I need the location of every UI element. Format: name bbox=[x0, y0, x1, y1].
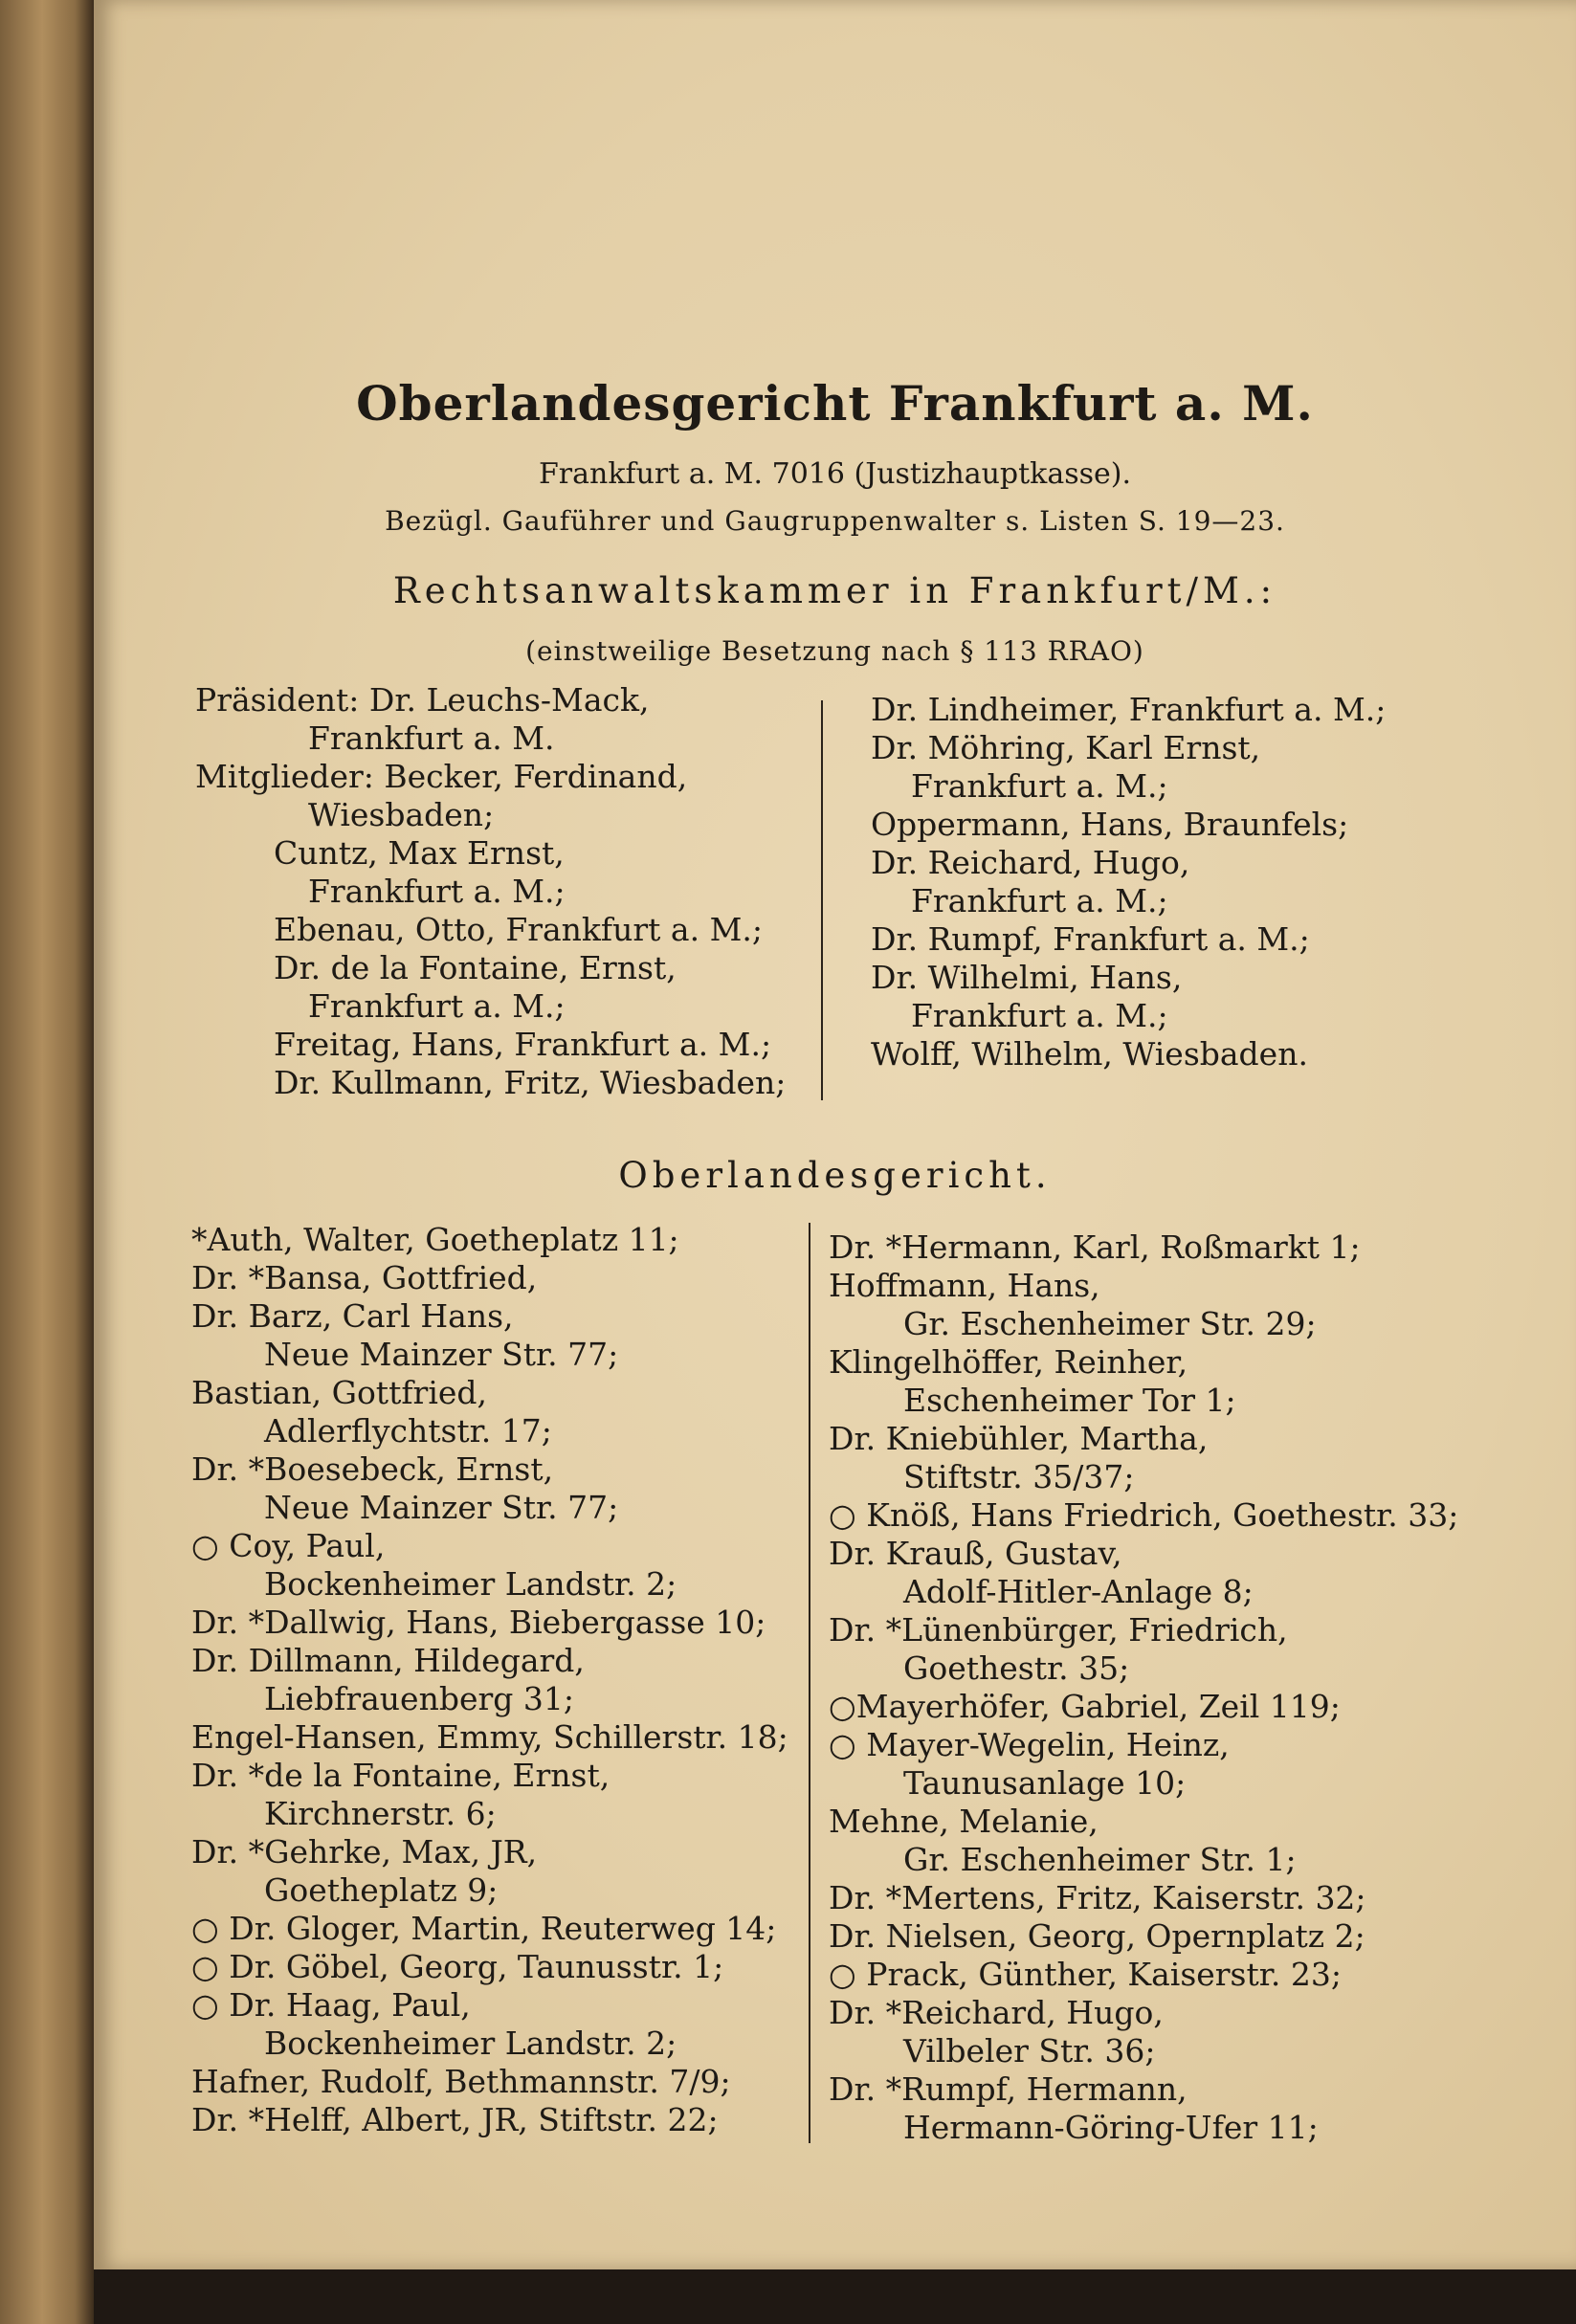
kammer-right-line: Frankfurt a. M.; bbox=[911, 997, 1168, 1034]
olg-right-line: Gr. Eschenheimer Str. 29; bbox=[903, 1305, 1317, 1342]
olg-right-line: Dr. *Lünenbürger, Friedrich, bbox=[829, 1611, 1288, 1649]
kammer-right-line: Dr. Wilhelmi, Hans, bbox=[871, 959, 1183, 996]
kammer-right-line: Oppermann, Hans, Braunfels; bbox=[871, 806, 1349, 843]
kammer-right-line: Frankfurt a. M.; bbox=[911, 882, 1168, 919]
previous-page-edge bbox=[0, 0, 94, 2324]
kammer-column-divider bbox=[821, 700, 823, 1100]
kammer-left-line: Dr. de la Fontaine, Ernst, bbox=[274, 949, 677, 986]
page bbox=[94, 0, 1576, 2269]
olg-left-line: Bockenheimer Landstr. 2; bbox=[264, 1565, 677, 1603]
kammer-right-line: Dr. Möhring, Karl Ernst, bbox=[871, 729, 1261, 766]
olg-right-line: Klingelhöffer, Reinher, bbox=[829, 1343, 1188, 1381]
kammer-left-line: Dr. Kullmann, Fritz, Wiesbaden; bbox=[274, 1064, 787, 1101]
olg-right-line: ○ Knöß, Hans Friedrich, Goethestr. 33; bbox=[829, 1496, 1459, 1534]
kammer-left-line: Ebenau, Otto, Frankfurt a. M.; bbox=[274, 911, 763, 948]
olg-right-line: Dr. *Reichard, Hugo, bbox=[829, 1994, 1164, 2031]
olg-right-line: ○ Prack, Günther, Kaiserstr. 23; bbox=[829, 1956, 1342, 1993]
olg-right-line: Eschenheimer Tor 1; bbox=[903, 1382, 1236, 1419]
olg-right-line: Dr. Krauß, Gustav, bbox=[829, 1535, 1122, 1572]
olg-right-line: Dr. Kniebühler, Martha, bbox=[829, 1420, 1209, 1457]
olg-left-line: Hafner, Rudolf, Bethmannstr. 7/9; bbox=[191, 2063, 731, 2100]
olg-left-line: Dr. Dillmann, Hildegard, bbox=[191, 1642, 585, 1679]
phone-line: Frankfurt a. M. 7016 (Justizhauptkasse). bbox=[538, 457, 1132, 491]
kammer-note: (einstweilige Besetzung nach § 113 RRAO) bbox=[525, 635, 1144, 667]
olg-column-divider bbox=[809, 1223, 810, 2143]
olg-right-line: Taunusanlage 10; bbox=[903, 1764, 1187, 1802]
page-title: Oberlandesgericht Frankfurt a. M. bbox=[356, 375, 1314, 432]
olg-left-line: ○ Dr. Gloger, Martin, Reuterweg 14; bbox=[191, 1910, 777, 1947]
kammer-heading: Rechtsanwaltskammer in Frankfurt/M.: bbox=[392, 570, 1277, 611]
reference-line: Bezügl. Gauführer und Gaugruppenwalter s. Listen S. 19—23. bbox=[385, 505, 1285, 537]
kammer-right-line: Dr. Rumpf, Frankfurt a. M.; bbox=[871, 920, 1310, 958]
olg-left-line: Neue Mainzer Str. 77; bbox=[264, 1489, 619, 1526]
kammer-right-line: Frankfurt a. M.; bbox=[911, 767, 1168, 805]
olg-left-line: Bockenheimer Landstr. 2; bbox=[264, 2025, 677, 2062]
olg-right-line: Dr. Nielsen, Georg, Opernplatz 2; bbox=[829, 1917, 1365, 1955]
olg-left-line: ○ Dr. Haag, Paul, bbox=[191, 1986, 471, 2024]
olg-right-line: Hoffmann, Hans, bbox=[829, 1267, 1100, 1304]
olg-left-line: Adlerflychtstr. 17; bbox=[264, 1412, 552, 1450]
olg-left-line: ○ Dr. Göbel, Georg, Taunusstr. 1; bbox=[191, 1948, 724, 1985]
olg-right-line: ○Mayerhöfer, Gabriel, Zeil 119; bbox=[829, 1688, 1341, 1725]
olg-left-line: Engel-Hansen, Emmy, Schillerstr. 18; bbox=[191, 1718, 788, 1756]
olg-left-line: Dr. *de la Fontaine, Ernst, bbox=[191, 1757, 610, 1794]
olg-right-line: Gr. Eschenheimer Str. 1; bbox=[903, 1841, 1297, 1878]
kammer-right-line: Dr. Lindheimer, Frankfurt a. M.; bbox=[871, 691, 1387, 728]
olg-right-line: Dr. *Hermann, Karl, Roßmarkt 1; bbox=[829, 1228, 1361, 1266]
kammer-left-line: Frankfurt a. M.; bbox=[308, 873, 566, 910]
olg-right-line: Mehne, Melanie, bbox=[829, 1803, 1099, 1840]
kammer-left-line: Freitag, Hans, Frankfurt a. M.; bbox=[274, 1026, 772, 1063]
kammer-left-line: Cuntz, Max Ernst, bbox=[274, 834, 565, 872]
olg-left-line: Liebfrauenberg 31; bbox=[264, 1680, 574, 1717]
olg-right-line: ○ Mayer-Wegelin, Heinz, bbox=[829, 1726, 1230, 1763]
olg-right-line: Goethestr. 35; bbox=[903, 1649, 1130, 1687]
olg-left-line: Dr. *Boesebeck, Ernst, bbox=[191, 1450, 554, 1488]
olg-left-line: Kirchnerstr. 6; bbox=[264, 1795, 497, 1832]
olg-left-line: Bastian, Gottfried, bbox=[191, 1374, 488, 1411]
kammer-right-line: Wolff, Wilhelm, Wiesbaden. bbox=[871, 1035, 1308, 1073]
kammer-left-line: Präsident: Dr. Leuchs-Mack, bbox=[195, 681, 650, 719]
olg-right-line: Vilbeler Str. 36; bbox=[903, 2032, 1156, 2069]
olg-right-line: Stiftstr. 35/37; bbox=[903, 1458, 1135, 1495]
olg-left-line: ○ Coy, Paul, bbox=[191, 1527, 386, 1564]
olg-left-line: Dr. Barz, Carl Hans, bbox=[191, 1297, 514, 1335]
kammer-left-line: Wiesbaden; bbox=[308, 796, 495, 833]
kammer-left-line: Frankfurt a. M. bbox=[308, 719, 555, 757]
olg-left-line: Goetheplatz 9; bbox=[264, 1871, 499, 1909]
olg-left-line: Dr. *Helff, Albert, JR, Stiftstr. 22; bbox=[191, 2101, 719, 2138]
olg-left-line: *Auth, Walter, Goetheplatz 11; bbox=[191, 1221, 679, 1258]
olg-left-line: Neue Mainzer Str. 77; bbox=[264, 1336, 619, 1373]
olg-left-line: Dr. *Dallwig, Hans, Biebergasse 10; bbox=[191, 1604, 766, 1641]
olg-left-line: Dr. *Bansa, Gottfried, bbox=[191, 1259, 538, 1296]
olg-right-line: Adolf-Hitler-Anlage 8; bbox=[903, 1573, 1254, 1610]
kammer-left-line: Mitglieder: Becker, Ferdinand, bbox=[195, 758, 688, 795]
olg-right-line: Hermann-Göring-Ufer 11; bbox=[903, 2109, 1319, 2146]
kammer-left-line: Frankfurt a. M.; bbox=[308, 987, 566, 1025]
olg-right-line: Dr. *Mertens, Fritz, Kaiserstr. 32; bbox=[829, 1879, 1366, 1916]
olg-left-line: Dr. *Gehrke, Max, JR, bbox=[191, 1833, 538, 1870]
olg-right-line: Dr. *Rumpf, Hermann, bbox=[829, 2070, 1188, 2108]
kammer-right-line: Dr. Reichard, Hugo, bbox=[871, 844, 1190, 881]
olg-heading: Oberlandesgericht. bbox=[618, 1155, 1052, 1196]
